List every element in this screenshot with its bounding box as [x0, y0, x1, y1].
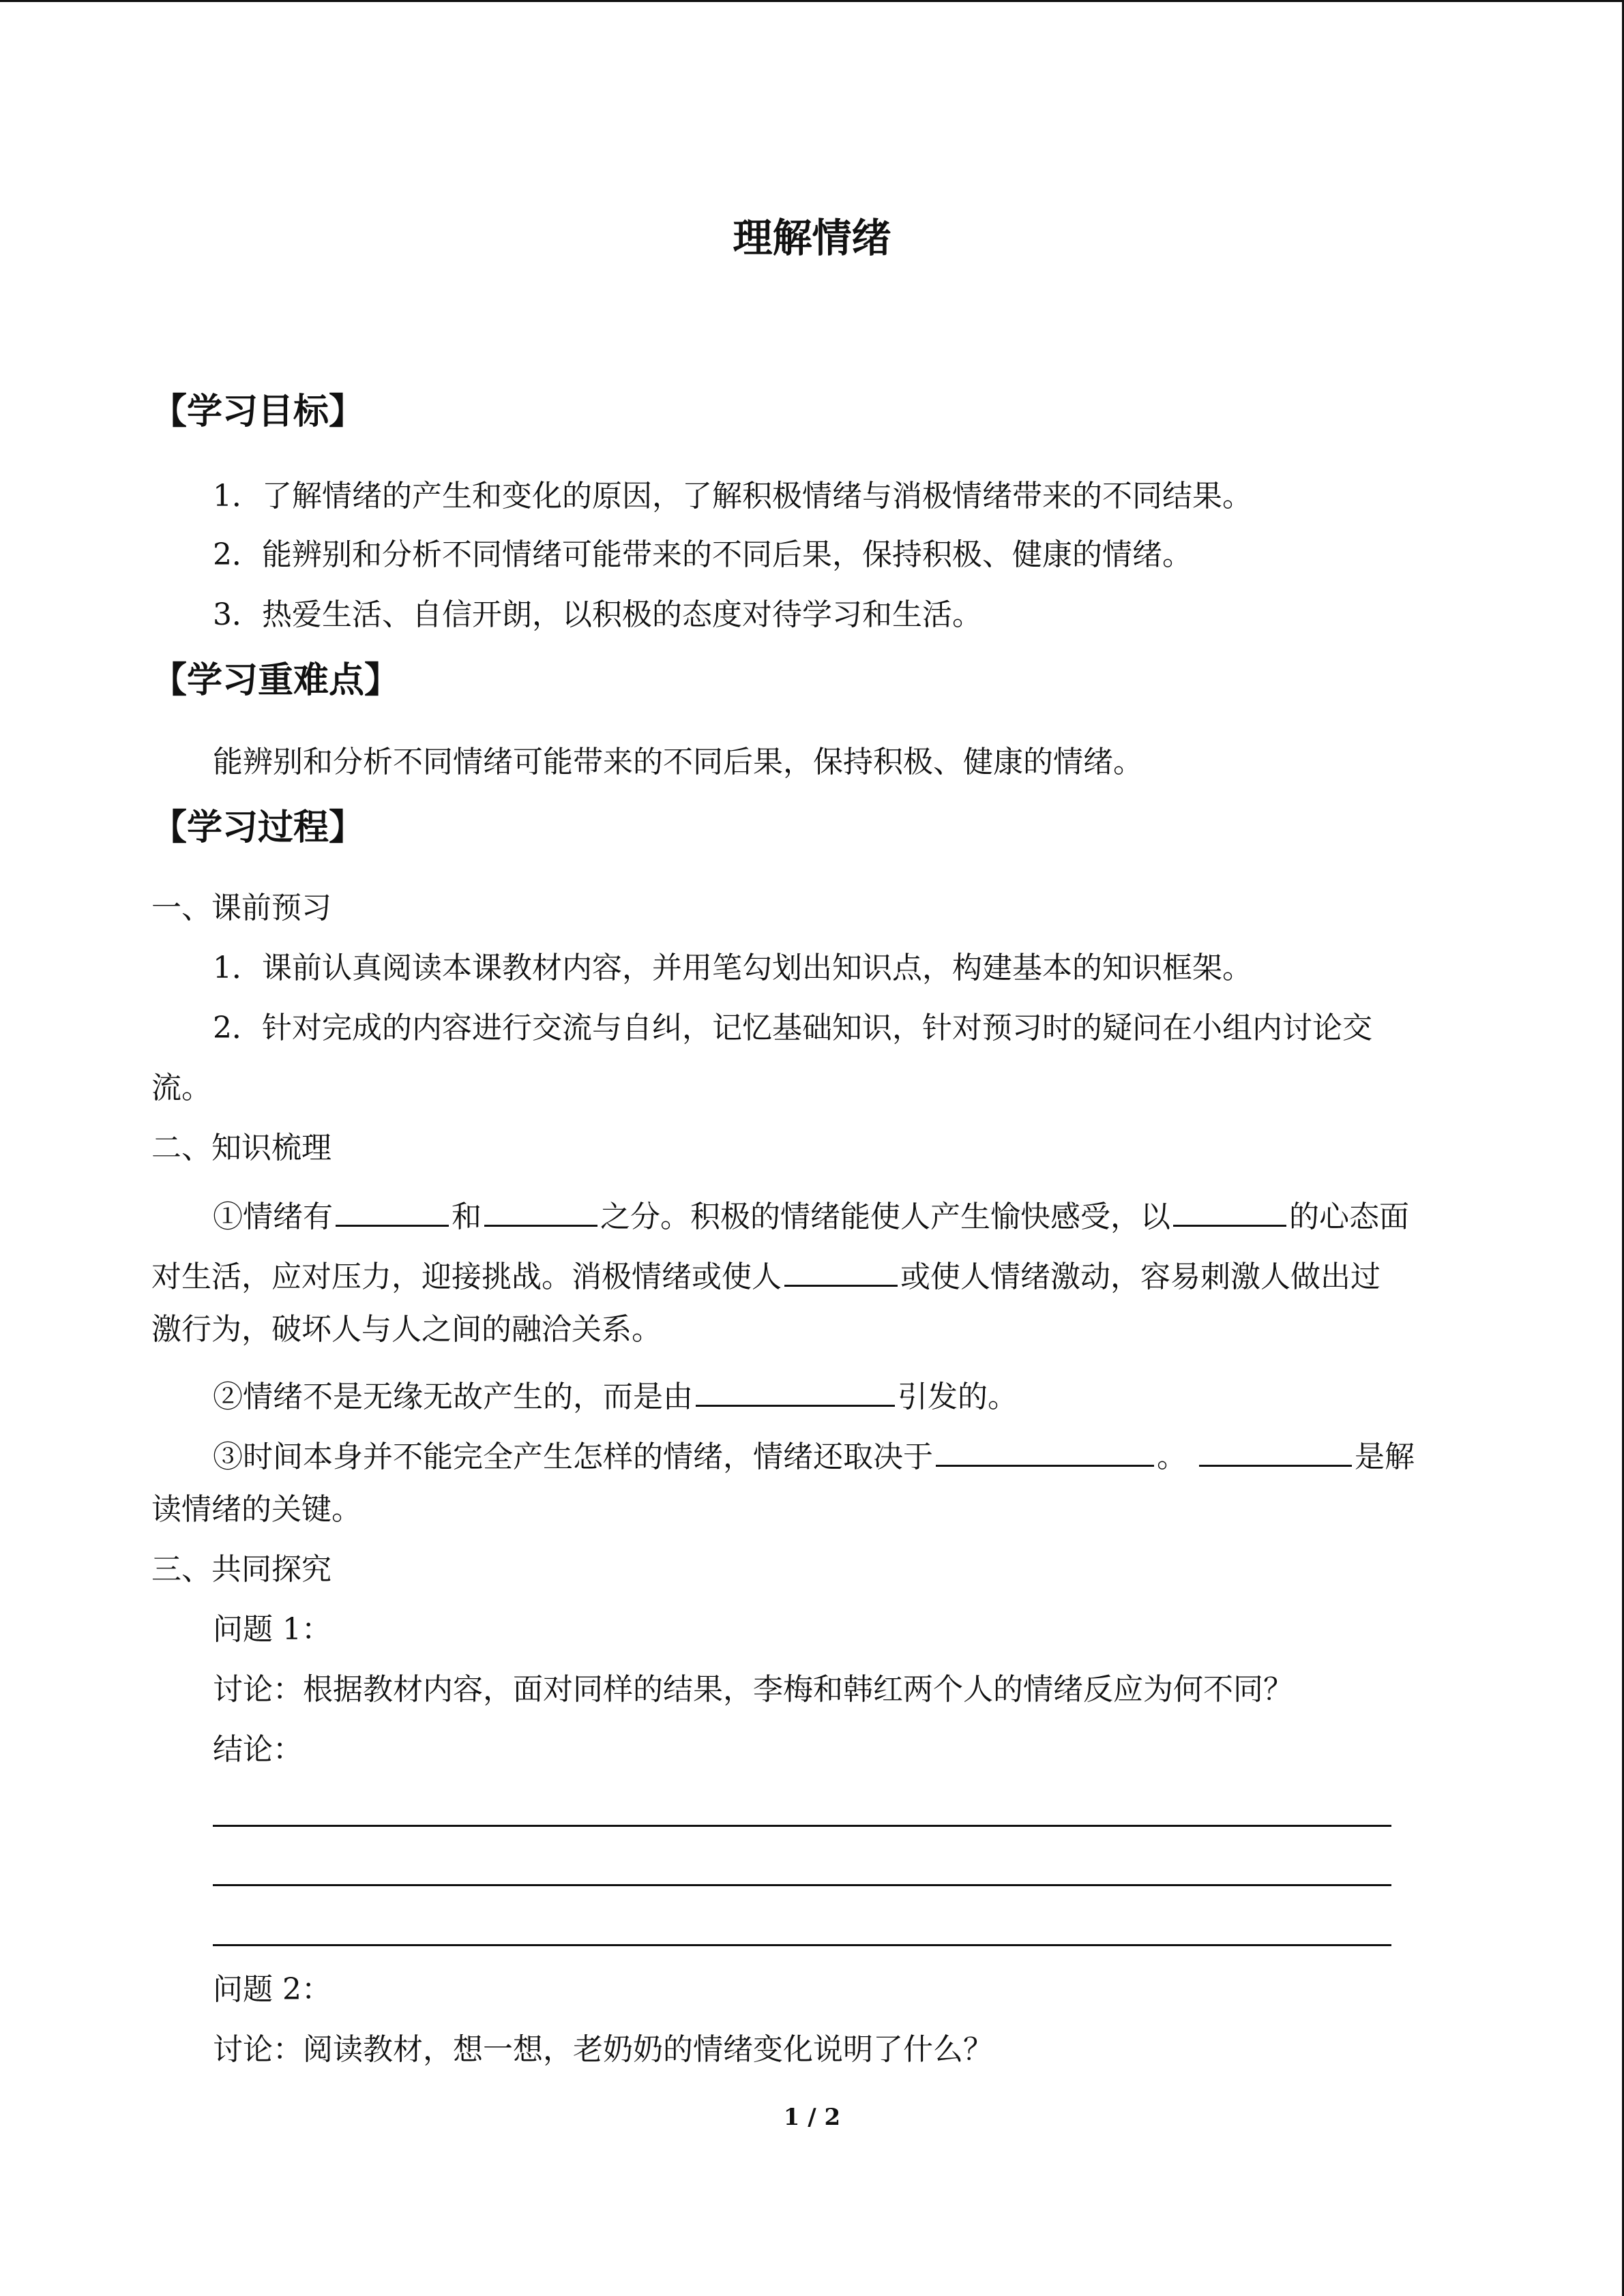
knowledge-q2 [213, 1375, 1018, 1412]
knowledge-q2-text-b: 引发的。 [898, 1380, 1018, 1414]
knowledge-q3-text-a: ③时间本身并不能完全产生怎样的情绪，情绪还取决于 [213, 1440, 933, 1474]
knowledge-q1-text-a: ①情绪有 [213, 1199, 333, 1234]
fill-blank-4[interactable] [784, 1255, 898, 1287]
objective-item-1: 1．了解情绪的产生和变化的原因，了解积极情绪与消极情绪带来的不同结果。 [213, 479, 1252, 513]
knowledge-q3-text-c: 是解 [1355, 1440, 1415, 1474]
knowledge-q1-line-3: 激行为，破坏人与人之间的融洽关系。 [151, 1312, 662, 1347]
question-1-discussion: 讨论：根据教材内容，面对同样的结果，李梅和韩红两个人的情绪反应为何不同？ [213, 1672, 1293, 1707]
knowledge-q3-line-1 [213, 1435, 1415, 1472]
objective-item-2: 2．能辨别和分析不同情绪可能带来的不同后果，保持积极、健康的情绪。 [213, 537, 1192, 572]
fill-blank-6[interactable] [936, 1435, 1154, 1467]
knowledge-q1-text-c: 之分。积极的情绪能使人产生愉快感受，以 [600, 1199, 1170, 1234]
key-points-text: 能辨别和分析不同情绪可能带来的不同后果，保持积极、健康的情绪。 [213, 745, 1143, 779]
answer-line-3[interactable] [213, 1944, 1391, 1946]
process-heading: 【学习过程】 [151, 807, 365, 848]
knowledge-q2-text-a: ②情绪不是无缘无故产生的，而是由 [213, 1380, 693, 1414]
page-number: 1 / 2 [783, 2104, 841, 2131]
knowledge-q1-line-1 [213, 1195, 1409, 1232]
fill-blank-7[interactable] [1199, 1435, 1352, 1467]
fill-blank-1[interactable] [336, 1195, 449, 1227]
question-2-label: 问题 2： [213, 1972, 331, 2007]
fill-blank-3[interactable] [1173, 1195, 1286, 1227]
preview-item-1: 1．课前认真阅读本课教材内容，并用笔勾划出知识点，构建基本的知识框架。 [213, 951, 1252, 985]
answer-line-2[interactable] [213, 1884, 1391, 1886]
knowledge-q3-text-b: 。 [1157, 1440, 1187, 1474]
page-title: 理解情绪 [733, 215, 891, 261]
knowledge-q1-text-b: 和 [452, 1199, 482, 1234]
key-points-heading: 【学习重难点】 [151, 660, 400, 701]
explore-title: 三、共同探究 [151, 1552, 331, 1587]
knowledge-q3-line-2: 读情绪的关键。 [151, 1492, 361, 1527]
knowledge-q1-text-f: 或使人情绪激动，容易刺激人做出过 [900, 1259, 1381, 1294]
preview-item-2-line-1: 2．针对完成的内容进行交流与自纠，记忆基础知识，针对预习时的疑问在小组内讨论交 [213, 1011, 1372, 1045]
knowledge-q1-text-e: 对生活，应对压力，迎接挑战。消极情绪或使人 [151, 1259, 782, 1294]
conclusion-label: 结论： [213, 1732, 303, 1767]
objectives-heading: 【学习目标】 [151, 391, 365, 432]
fill-blank-2[interactable] [484, 1195, 597, 1227]
question-2-discussion: 讨论：阅读教材，想一想，老奶奶的情绪变化说明了什么？ [213, 2032, 993, 2067]
question-1-label: 问题 1： [213, 1612, 331, 1647]
page-border-top [0, 0, 1624, 2]
fill-blank-5[interactable] [696, 1375, 895, 1407]
knowledge-q1-text-d: 的心态面 [1289, 1199, 1409, 1234]
answer-line-1[interactable] [213, 1825, 1391, 1827]
knowledge-title: 二、知识梳理 [151, 1131, 331, 1165]
preview-title: 一、课前预习 [151, 891, 331, 925]
preview-item-2-line-2: 流。 [151, 1071, 211, 1105]
knowledge-q1-line-2 [151, 1255, 1381, 1292]
objective-item-3: 3．热爱生活、自信开朗，以积极的态度对待学习和生活。 [213, 597, 982, 632]
